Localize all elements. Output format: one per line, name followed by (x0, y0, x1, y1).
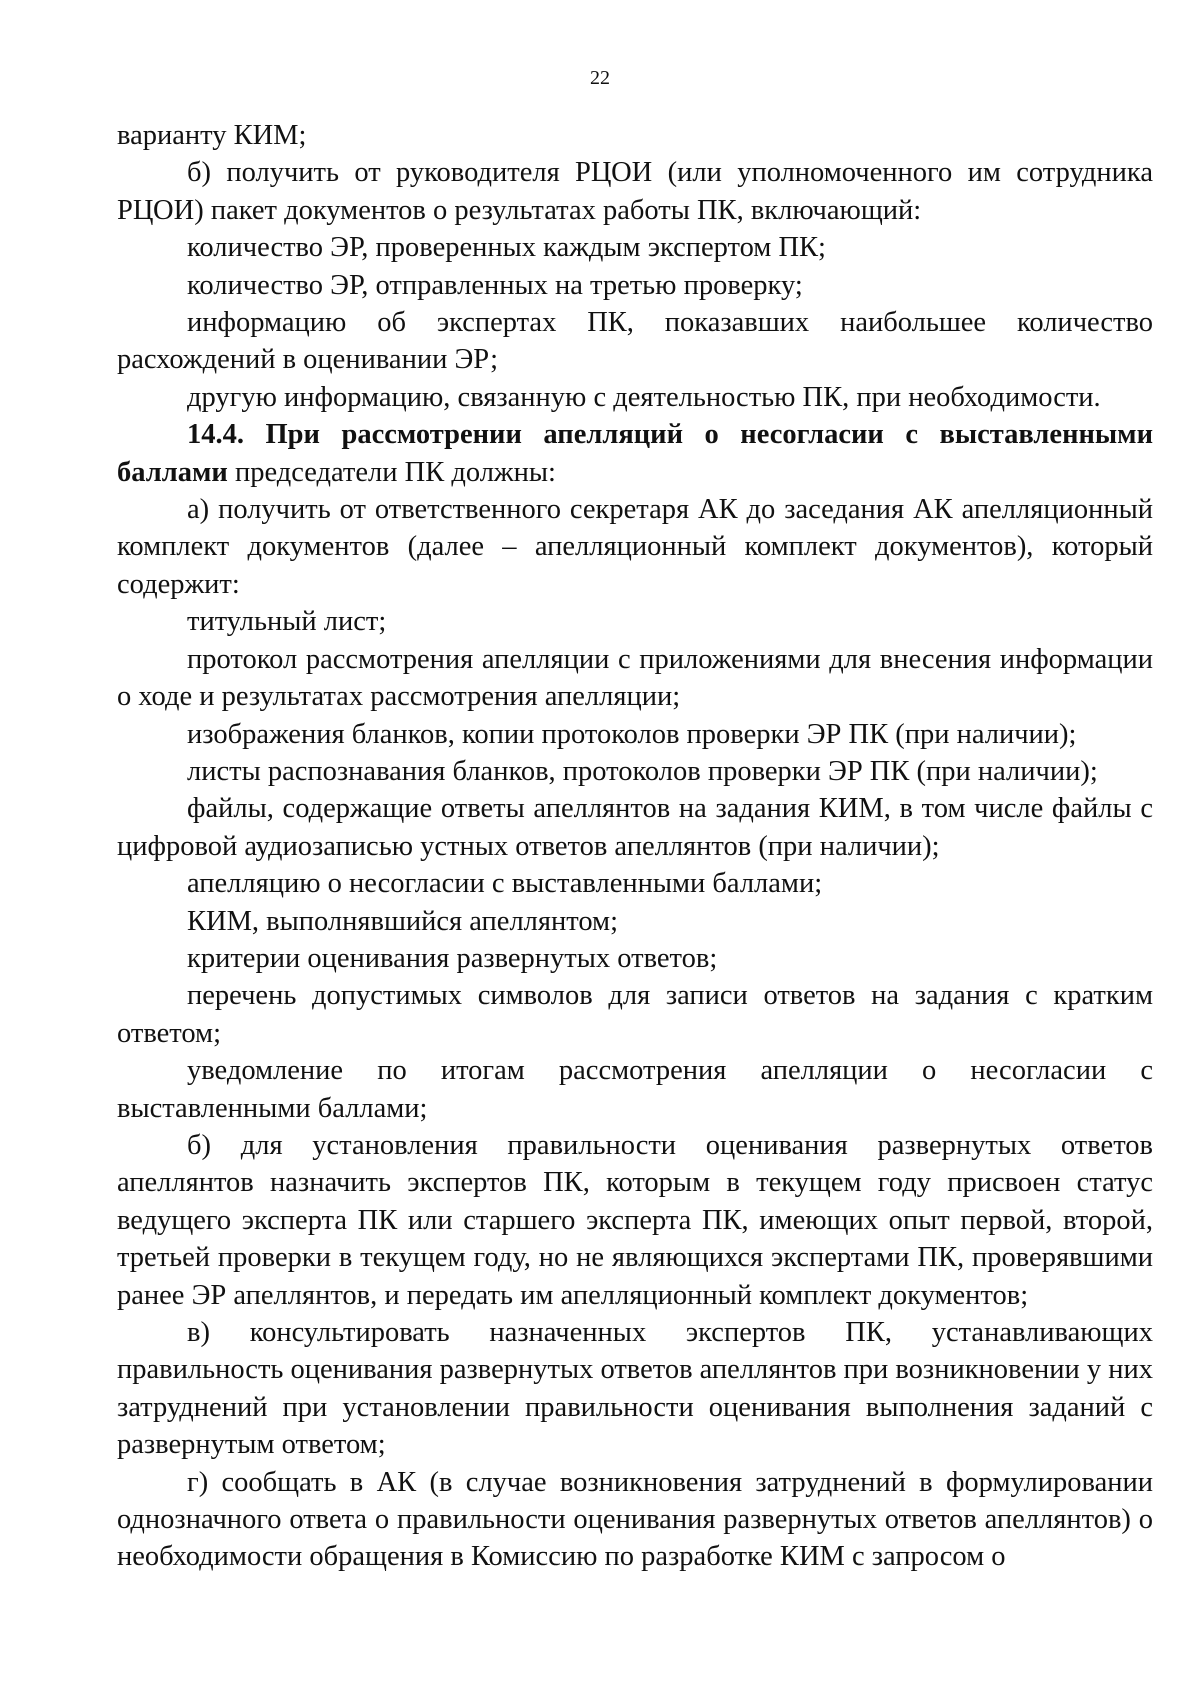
list-item-appeal: апелляцию о несогласии с выставленными баллами; (187, 868, 823, 900)
list-item-criteria: критерии оценивания развернутых ответов; (187, 942, 718, 974)
list-item-count-third-check: количество ЭР, отправленных на третью проверку; (187, 269, 803, 301)
list-item-answer-files: файлы, содержащие ответы апеллянтов на задания КИМ, в том числе файлы с цифровой аудиозаписью устных ответов апеллянтов (при наличии); (117, 793, 1153, 862)
paragraph-b-appoint-experts: б) для установления правильности оценивания развернутых ответов апеллянтов назначить экспертов ПК, которым в текущем году присвоен статус ведущего эксперта ПК или старшего эксперта ПК, имеющих опыт первой, второй, третьей проверки в текущем году, но не являющихся экспертами ПК, проверявшими ранее ЭР апеллянтов, и передать им апелляционный комплект документов; (117, 1129, 1153, 1311)
list-item-allowed-symbols: перечень допустимых символов для записи ответов на задания с кратким ответом; (117, 980, 1153, 1049)
list-item-recognition-sheets: листы распознавания бланков, протоколов проверки ЭР ПК (при наличии); (187, 755, 1098, 787)
paragraph-g-report-to-ak: г) сообщать в АК (в случае возникновения затруднений в формулировании однозначного ответа о правильности оценивания развернутых ответов апеллянтов) о необходимости обращения в Комиссию по разработке КИМ с запросом о (117, 1466, 1153, 1573)
list-item-protocol: протокол рассмотрения апелляции с приложениями для внесения информации о ходе и результатах рассмотрения апелляции; (117, 643, 1153, 713)
list-item-other-info: другую информацию, связанную с деятельностью ПК, при необходимости. (187, 381, 1101, 413)
paragraph-variant-kim: варианту КИМ; (117, 120, 307, 151)
page-number: 22 (590, 67, 610, 89)
list-item-count-checked: количество ЭР, проверенных каждым экспертом ПК; (187, 232, 826, 264)
document-body (117, 117, 1153, 1576)
section-14-4-rest: председатели ПК должны: (227, 456, 556, 488)
list-item-notification: уведомление по итогам рассмотрения апелляции о несогласии с выставленными баллами; (117, 1055, 1153, 1124)
paragraph-b-receive-package: б) получить от руководителя РЦОИ (или уполномоченного им сотрудника РЦОИ) пакет документов о результатах работы ПК, включающий: (117, 157, 1153, 226)
paragraph-a-receive-appeal-kit: а) получить от ответственного секретаря АК до заседания АК апелляционный комплект документов (далее – апелляционный комплект документов), который содержит: (117, 494, 1153, 600)
list-item-experts-discrepancies: информацию об экспертах ПК, показавших наибольшее количество расхождений в оценивании ЭР; (117, 307, 1153, 376)
list-item-kim: КИМ, выполнявшийся апеллянтом; (187, 905, 619, 937)
paragraph-v-consult-experts: в) консультировать назначенных экспертов ПК, устанавливающих правильность оценивания развернутых ответов апеллянтов при возникновении у них затруднений при установлении правильности оценивания выполнения заданий с развернутым ответом; (117, 1317, 1153, 1461)
section-14-4-bold-lead: 14.4. При рассмотрении апелляций о несогласии с выставленными баллами (117, 419, 1153, 488)
section-14-4-heading (117, 416, 1153, 491)
list-item-title-page: титульный лист; (187, 606, 387, 638)
list-item-form-images: изображения бланков, копии протоколов проверки ЭР ПК (при наличии); (187, 718, 1077, 750)
